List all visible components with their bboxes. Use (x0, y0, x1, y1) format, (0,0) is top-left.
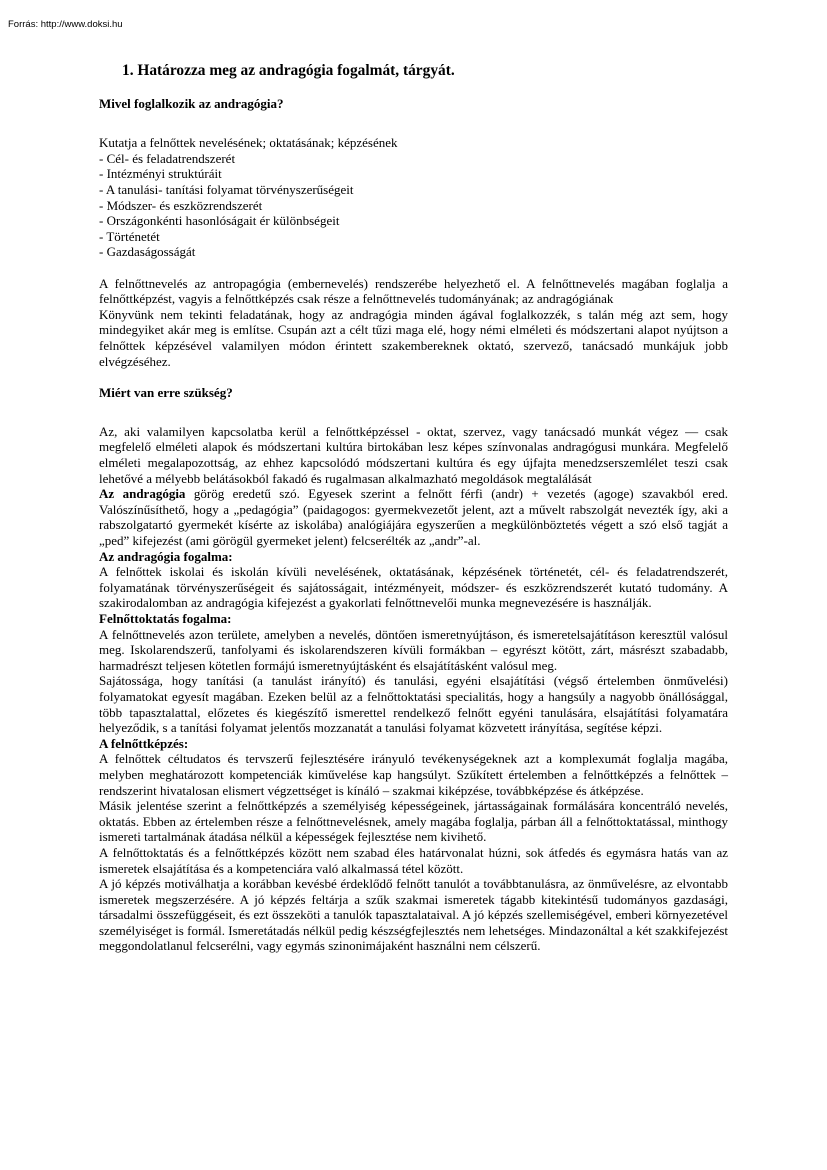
source-label: Forrás: http://www.doksi.hu (8, 19, 123, 30)
list-item: - Országonkénti hasonlóságait ér különbségeit (99, 213, 340, 229)
definition-heading: Az andragógia fogalma: (99, 548, 233, 564)
list-item: - A tanulási- tanítási folyamat törvényszerűségeit (99, 181, 354, 197)
section-heading-what: Mivel foglalkozik az andragógia? (99, 96, 284, 111)
list-item: - Intézményi struktúráit (99, 166, 222, 182)
list-item: - Gazdaságosságát (99, 244, 196, 260)
paragraph: A felnőttnevelés az antropagógia (embernevelés) rendszerébe helyezhető el. A felnőttnevelés magában foglalja a felnőttképzést, vagyis a felnőttképzés csak része a felnőttnevelés tudományának; az andragógiának (99, 275, 728, 307)
list-item: - Történetét (99, 228, 160, 244)
research-intro: Kutatja a felnőttek nevelésének; oktatásának; képzésének (99, 135, 398, 151)
etymology-paragraph (99, 486, 728, 548)
etymology-text: görög eredetű szó. Egyesek szerint a felnőtt férfi (andr) + vezetés (agoge) szavakból ered. Valószínűsíthető, hogy a „pedagógia” (paidagogos: gyermekvezetőt jelent, azt a művelt rabszolgát nevezték így, aki a rabszolgatartó gyermekét kísérte az iskolába) analógiájára egyszerűen a megkülönböztetés végett a szó első tagját a „ped” kifejezést (ami görögül gyermeket jelent) felcserélték az „andr”-al. (99, 486, 728, 549)
paragraph: A jó képzés motiválhatja a korábban kevésbé érdeklődő felnőtt tanulót a továbbtanulásra, az önművelésre, az elvontabb ismeretek megszerzésére. A jó képzés feltárja a szűk szakmai ismeretek tágabb kitekintésű tudományos gazdasági, társadalmi összefüggéseit, és ezt összeköti a tanulók tapasztalataival. A jó képzés szellemiségével, emberi környezetével személyiséget is formál. Ismeretátadás nélkül pedig készségfejlesztés nem lehetséges. Mindazonáltal a két szakkifejezést meggondolatlanul felcserélni, vagy egymás szinonimájaként használni nem célszerű. (99, 876, 728, 954)
paragraph: A felnőttoktatás és a felnőttképzés között nem szabad éles határvonalat húzni, sok átfedés és egymásra hatás van az ismeretek elsajátítása és a kompetenciára való alkalmassá tétel között. (99, 844, 728, 876)
page-title: 1. Határozza meg az andragógia fogalmát, tárgyát. (122, 62, 455, 79)
spacer (99, 416, 728, 424)
list-item: - Cél- és feladatrendszerét (99, 150, 236, 166)
paragraph: Sajátossága, hogy tanítási (a tanulást irányító) és tanulási, egyéni elsajátítási (végső értelemben önművelési) folyamatokat egyesít magában. Ezeken belül az a felnőttoktatási specialitás, hogy a hangsúly a nagyobb önállósággal, több tapasztalattal, előzetes és kiegészítő ismerettel rendelkező felnőtt egyéni tanulására, elsajátítási folyamatára helyeződik, s a tanítási folyamat jelentős mozzanatát a tanulási folyamat közvetett irányítása, segítése képzi. (99, 673, 728, 736)
list-item: - Módszer- és eszközrendszerét (99, 197, 263, 213)
adult-training-heading: A felnőttképzés: (99, 735, 189, 751)
spacer (99, 112, 728, 128)
spacer (99, 400, 728, 416)
etymology-term: Az andragógia (99, 486, 186, 502)
paragraph: A felnőttek iskolai és iskolán kívüli nevelésének, oktatásának, képzésének történetét, cél- és feladatrendszerét, folyamatának törvényszerűségeit és sajátosságait, intézményeit, módszer- és eszközrendszerét kutató tudomány. A szakirodalomban az andragógia kifejezést a gyakorlati felnőttnevelői munka megnevezésére is használják. (99, 564, 728, 611)
spacer (99, 369, 728, 385)
adult-education-heading: Felnőttoktatás fogalma: (99, 611, 232, 626)
document-body (99, 96, 728, 954)
paragraph: Az, aki valamilyen kapcsolatba kerül a felnőttképzéssel - oktat, szervez, vagy tanácsadó munkát végez — csak megfelelő elméleti alapok és módszertani kultúra birtokában lesz képes színvonalas andragógusi munkára. Megfelelő elméleti megalapozottság, az ehhez kapcsolódó módszertani kultúra és egy újfajta menedzserszemlélet teszi csak lehetővé a mélyebb belátásokból fakadó és rugalmasan alkalmazható megoldások megtalálását (99, 423, 728, 486)
section-heading-why: Miért van erre szükség? (99, 384, 233, 400)
paragraph: A felnőttnevelés azon területe, amelyben a nevelés, döntően ismeretnyújtáson, és ismeretelsajátításon keresztül valósul meg. Iskolarendszerű, tanfolyami és iskolarendszeren kívüli formákban – egyrészt kötött, zárt, másrészt szabadabb, harmadrészt teljesen kötetlen formájú ismeretnyújtásként és elsajátításként valósul meg. (99, 626, 728, 673)
spacer (99, 127, 728, 135)
spacer (99, 260, 728, 276)
paragraph: Másik jelentése szerint a felnőttképzés a személyiség képességeinek, jártasságainak formálására koncentráló nevelés, oktatás. Ebben az értelemben része a felnőttnevelésnek, amely magába foglalja, párban áll a felnőttoktatással, minthogy ismereti tartalmának átadása nélkül a képességek fejlesztése nem kivihető. (99, 798, 728, 845)
paragraph: A felnőttek céltudatos és tervszerű fejlesztésére irányuló tevékenységeknek azt a komplexumát foglalja magába, melyben meghatározott kompetenciák kiművelése kap hangsúlyt. Szűkített értelemben a felnőttképzés a felnőttek – rendszerint hivatalosan elismert végzettséget is kínáló – szakmai kiképzése, továbbképzése és átképzése. (99, 751, 728, 798)
paragraph: Könyvünk nem tekinti feladatának, hogy az andragógia minden ágával foglalkozzék, s talán még azt sem, hogy mindegyiket akár meg is említse. Csupán azt a célt tűzi maga elé, hogy némi elméleti és módszertani alapot nyújtson a felnőttek képzésével valamilyen módon érintett szakembereknek oktató, szervező, tanácsadó munkájuk jobb elvégzéséhez. (99, 306, 728, 369)
